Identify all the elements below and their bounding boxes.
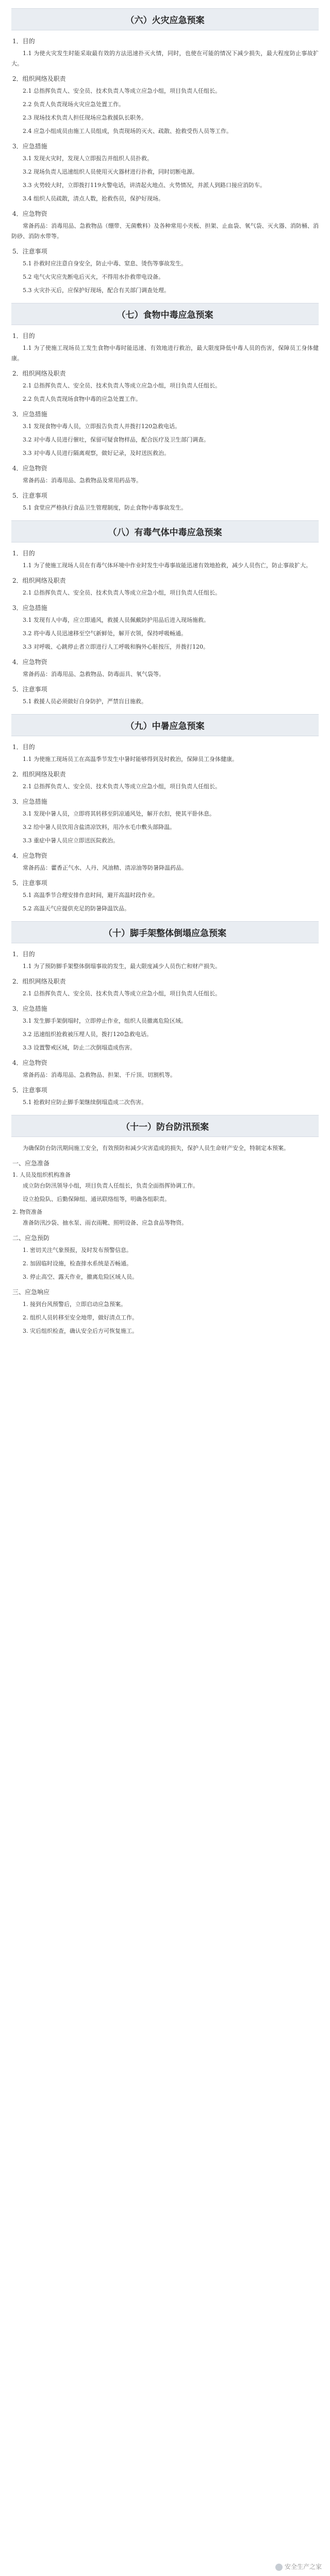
section-title: （十）脚手架整体倒塌应急预案	[11, 921, 319, 943]
section-heading: 3．应急措施	[12, 1005, 47, 1012]
paragraph: 3.4 组织人员疏散，清点人数，抢救伤员，保护好现场。	[23, 195, 164, 202]
paragraph: 2. 组织人员转移至安全地带，做好清点工作。	[23, 1314, 138, 1321]
paragraph: 2.1 总指挥负责人、安全员、技术负责人等成立应急小组，项目负责人任组长。	[23, 589, 221, 596]
paragraph: 5.1 救援人员必须做好自身防护，严禁盲目施救。	[23, 698, 147, 705]
section-heading: 1．目的	[12, 332, 35, 340]
paragraph: 成立防台防汛领导小组，项目负责人任组长，负责全面指挥协调工作。	[23, 1182, 199, 1189]
paragraph: 1.1 为使火灾发生时能采取最有效的方法迅速扑灭火情，同时，也使在可能的情况下减少损失，最大程度防止事故扩大。	[11, 50, 319, 67]
paragraph: 3.2 将中毒人员迅速移至空气新鲜处，解开衣领，保持呼吸畅通。	[23, 630, 187, 637]
paragraph: 常备药品：消毒用品、急救物品（绷带、无菌敷料）及各种常用小夹板、担架、止血袋、氧气袋、灭火器、消防桶、消防砂、消防水带等。	[11, 223, 319, 240]
paragraph: 3.1 发现中暑人员，立即将其转移至阴凉通风处，解开衣扣，使其平卧休息。	[23, 810, 215, 817]
paragraph: 准备防汛沙袋、抽水泵、雨衣雨靴、照明设备、应急食品等物资。	[23, 1219, 187, 1226]
section-heading: 一、应急准备	[12, 1160, 50, 1167]
paragraph: 1.1 为使施工现场员工在高温季节发生中暑时能够得到及时救治，保障员工身体健康。	[23, 756, 238, 762]
section-heading: 1．目的	[12, 550, 35, 557]
plan-section	[11, 520, 319, 707]
paragraph: 3.2 迅速组织抢救被压埋人员，拨打120急救电话。	[23, 1031, 152, 1038]
section-heading: 5．注意事项	[12, 492, 47, 499]
section-heading: 4．应急物资	[12, 465, 47, 472]
plan-section	[11, 714, 319, 914]
section-heading: 3．应急措施	[12, 143, 47, 150]
plan-section	[11, 921, 319, 1108]
paragraph: 1.1 为了使施工现场人员在有毒气体环境中作业时发生中毒事故能迅速有效地抢救，减少人员伤亡，防止事故扩大。	[23, 562, 311, 569]
paragraph: 5.1 抢救时应防止脚手架继续倒塌造成二次伤害。	[23, 1099, 147, 1106]
paragraph: 1. 接到台风预警后，立即启动应急预案。	[23, 1301, 126, 1308]
paragraph: 1.1 为了预防脚手架整体倒塌事故的发生，最大限度减少人员伤亡和财产损失。	[23, 963, 221, 970]
section-heading: 4．应急物资	[12, 210, 47, 217]
section-title: （十一）防台防汛预案	[11, 1115, 319, 1137]
paragraph: 3. 灾后组织检查，确认安全后方可恢复施工。	[23, 1328, 138, 1334]
paragraph: 2.4 应急小组成员由施工人员组成，负责现场的灭火、疏散、抢救受伤人员等工作。	[23, 128, 232, 134]
section-heading: 3．应急措施	[12, 411, 47, 418]
section-heading: 2．组织网络及职责	[12, 370, 66, 377]
paragraph: 3.1 发现火灾时，发现人立即报告并组织人员扑救。	[23, 155, 153, 162]
paragraph: 3.3 对呼吸、心跳停止者立即进行人工呼吸和胸外心脏按压，并拨打120。	[23, 643, 209, 650]
paragraph: 3.1 发现有人中毒，应立即通风，救援人员佩戴防护用品后进入现场施救。	[23, 617, 209, 623]
watermark	[275, 2562, 322, 2571]
section-heading: 4．应急物资	[12, 658, 47, 666]
paragraph: 常备药品：消毒用品、急救物品、担架、千斤顶、切割机等。	[23, 1072, 176, 1078]
section-title: （九）中暑应急预案	[11, 714, 319, 736]
paragraph: 5.2 高温天气应提供充足的防暑降温饮品。	[23, 905, 130, 912]
paragraph: 设立抢险队、后勤保障组、通讯联络组等，明确各组职责。	[23, 1196, 170, 1202]
plan-section	[11, 8, 319, 296]
paragraph: 3.3 重症中暑人员应立即送医院救治。	[23, 837, 119, 844]
paragraph: 常备药品：消毒用品、急救物品、防毒面具、氧气袋等。	[23, 671, 164, 677]
paragraph: 2.1 总指挥负责人、安全员、技术负责人等成立应急小组，项目负责人任组长。	[23, 783, 221, 790]
section-heading: 1．目的	[12, 951, 35, 958]
paragraph: 2.2 负责人负责现场食物中毒的应急处置工作。	[23, 396, 141, 402]
section-heading: 三、应急响应	[12, 1289, 50, 1296]
plan-section	[11, 1115, 319, 1336]
section-heading: 二、应急预防	[12, 1234, 50, 1242]
section-heading: 3．应急措施	[12, 604, 47, 612]
section-heading: 2．组织网络及职责	[12, 577, 66, 584]
paragraph: 3.3 火势较大时，立即拨打119火警电话，讲清起火地点、火势情况，并派人到路口接应消防车。	[23, 182, 266, 189]
paragraph: 5.3 火灾扑灭后，应保护好现场，配合有关部门调查处理。	[23, 287, 170, 294]
paragraph: 3.3 对中毒人员进行隔离观察，做好记录，及时送医救治。	[23, 450, 170, 456]
paragraph: 1. 密切关注气象预报，及时发布预警信息。	[23, 1247, 132, 1253]
section-title: （七）食物中毒应急预案	[11, 303, 319, 325]
paragraph: 2.1 总指挥负责人、安全员、技术负责人等成立应急小组，项目负责人任组长。	[23, 88, 221, 94]
section-title: （八）有毒气体中毒应急预案	[11, 520, 319, 543]
section-title: （六）火灾应急预案	[11, 8, 319, 30]
section-heading: 4．应急物资	[12, 1059, 47, 1066]
section-heading: 1．目的	[12, 743, 35, 751]
section-heading: 5．注意事项	[12, 248, 47, 255]
paragraph: 2.3 现场技术负责人担任现场应急救援队长职务。	[23, 114, 147, 121]
paragraph: 5.1 食堂应严格执行食品卫生管理制度，防止食物中毒事故发生。	[23, 504, 187, 511]
paragraph: 3.2 对中毒人员进行催吐，保留可疑食物样品，配合医疗及卫生部门调查。	[23, 436, 209, 443]
section-heading: 5．注意事项	[12, 686, 47, 693]
section-heading: 2．组织网络及职责	[12, 978, 66, 985]
paragraph: 2. 加固临时设施，检查排水系统是否畅通。	[23, 1260, 132, 1267]
paragraph: 5.2 电气火灾应先断电后灭火，不得用水扑救带电设备。	[23, 274, 164, 280]
paragraph: 3.1 发生脚手架倒塌时，立即停止作业，组织人员撤离危险区域。	[23, 1018, 187, 1024]
section-heading: 2．组织网络及职责	[12, 75, 66, 82]
paragraph: 5.1 高温季节合理安排作息时间，避开高温时段作业。	[23, 892, 158, 899]
section-heading: 2．组织网络及职责	[12, 771, 66, 778]
paragraph: 常备药品：藿香正气水、人丹、风油精、清凉油等防暑降温药品。	[23, 865, 187, 871]
paragraph: 3.2 现场负责人迅速组织人员使用灭火器材进行扑救，同时切断电源。	[23, 168, 198, 175]
document-body	[11, 8, 319, 1336]
section-heading: 5．注意事项	[12, 879, 47, 887]
paragraph: 2.1 总指挥负责人、安全员、技术负责人等成立应急小组，项目负责人任组长。	[23, 382, 221, 389]
paragraph: 5.1 扑救时应注意自身安全，防止中毒、窒息、烫伤等事故发生。	[23, 260, 187, 267]
paragraph: 2.1 总指挥负责人、安全员、技术负责人等成立应急小组，项目负责人任组长。	[23, 990, 221, 997]
section-heading: 4．应急物资	[12, 852, 47, 859]
section-heading: 1．目的	[12, 38, 35, 45]
paragraph: 3.3 设置警戒区域，防止二次倒塌造成伤害。	[23, 1044, 136, 1051]
plan-section	[11, 303, 319, 513]
sub-heading: 1. 人员及组织机构准备	[12, 1172, 71, 1178]
paragraph: 1.1 为了使施工现场员工发生食物中毒时能迅速、有效地进行救治，最大限度降低中毒人员的伤害，保障员工身体健康。	[11, 345, 319, 362]
section-heading: 3．应急措施	[12, 798, 47, 805]
paragraph: 常备药品：消毒用品、急救物品及常用药品等。	[23, 477, 142, 484]
section-heading: 5．注意事项	[12, 1087, 47, 1094]
paragraph: 3. 停止高空、露天作业，撤离危险区域人员。	[23, 1274, 138, 1280]
paragraph: 2.2 负责人负责现场火灾应急处置工作。	[23, 101, 124, 108]
watermark-text: 安全生产之家	[284, 2563, 322, 2570]
wechat-icon	[275, 2564, 283, 2571]
sub-heading: 2. 物资准备	[12, 1209, 42, 1215]
paragraph: 3.2 给中暑人员饮用含盐清凉饮料，用冷水毛巾敷头部降温。	[23, 824, 175, 831]
paragraph: 为确保防台防汛期间施工安全，有效预防和减少灾害造成的损失，保护人员生命财产安全，特制定本预案。	[23, 1145, 289, 1151]
paragraph: 3.1 发现食物中毒人员，立即报告负责人并拨打120急救电话。	[23, 423, 180, 430]
